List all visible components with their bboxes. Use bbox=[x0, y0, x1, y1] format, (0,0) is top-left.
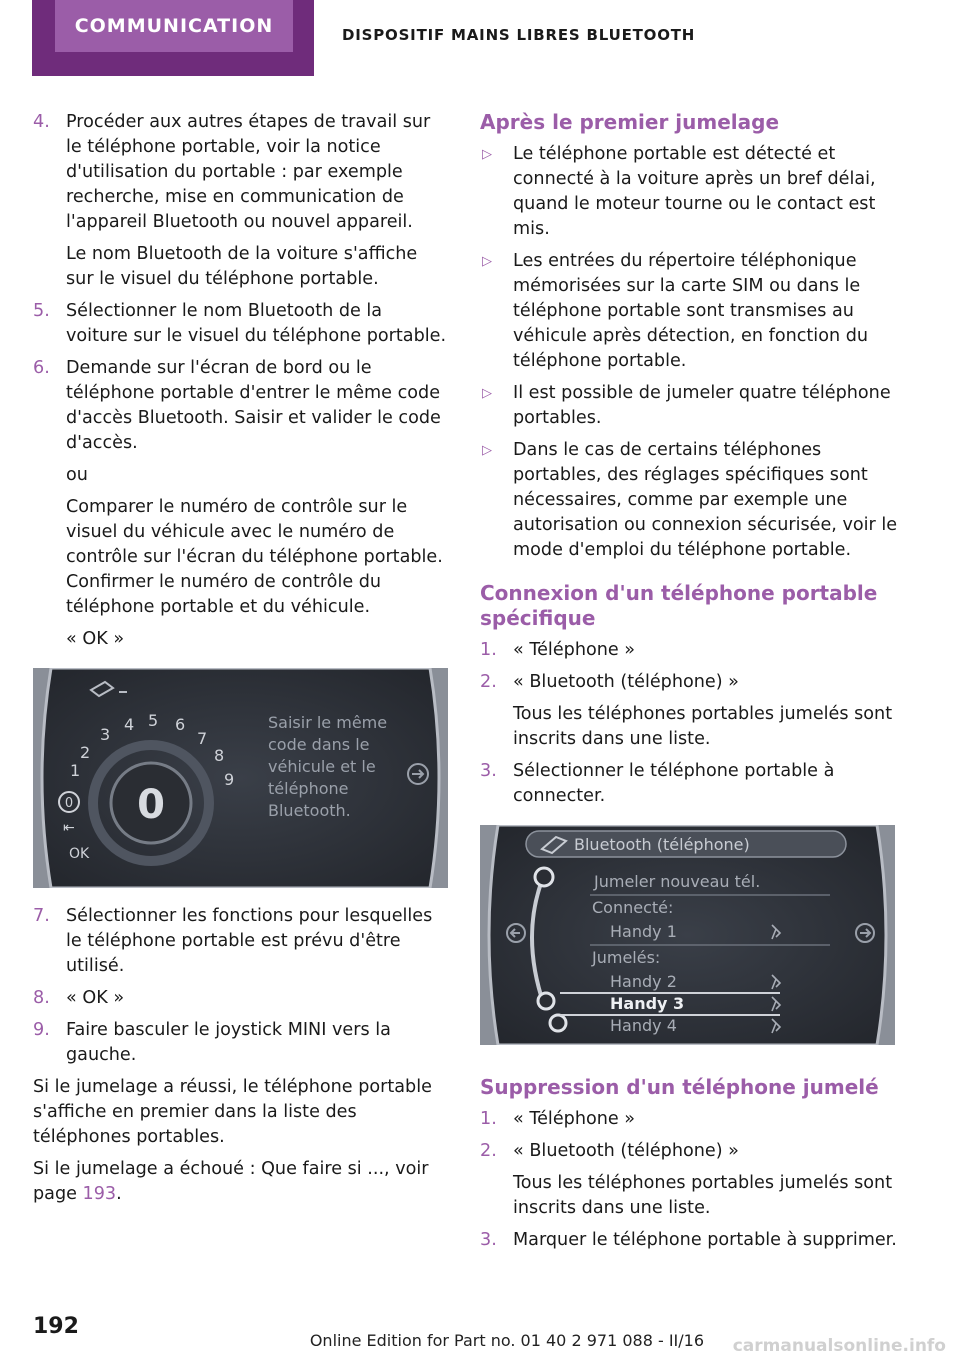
step-5 bbox=[33, 299, 448, 349]
step-number: 5. bbox=[33, 301, 50, 321]
selected-digit: 0 bbox=[137, 782, 165, 828]
screen-title: Bluetooth (téléphone) bbox=[574, 835, 750, 854]
page-link[interactable]: 193 bbox=[82, 1184, 117, 1204]
digit-8: 8 bbox=[214, 746, 225, 765]
digit-7: 7 bbox=[197, 729, 208, 748]
step-text: Faire basculer le joystick MINI vers la gauche. bbox=[66, 1020, 391, 1065]
delete-step-2: 2. « Bluetooth (téléphone) » bbox=[480, 1141, 739, 1161]
step-6 bbox=[33, 356, 448, 456]
step-number: 7. bbox=[33, 906, 50, 926]
delete-step-2-note: Tous les téléphones portables jumelés sont inscrits dans une liste. bbox=[513, 1173, 893, 1218]
svg-text:code dans le: code dans le bbox=[268, 735, 370, 754]
page-number: 192 bbox=[33, 1314, 79, 1339]
delete-step-1: 1. « Téléphone » bbox=[480, 1109, 636, 1129]
screenshot-bluetooth-list bbox=[480, 825, 895, 1045]
menu-item-pair-new[interactable]: Jumeler nouveau tél. bbox=[594, 872, 761, 891]
screenshot-code-entry bbox=[33, 668, 448, 888]
triangle-bullet-icon: ▷ bbox=[482, 443, 492, 458]
bullet-item: ▷ Les entrées du répertoire téléphonique mémorisées sur la carte SIM ou dans le téléphone portable sont transmises au véhicule après détection, en fonction du téléphone portable. bbox=[482, 251, 869, 371]
step-or: ou bbox=[66, 465, 88, 485]
page-header bbox=[0, 0, 960, 76]
connect-step-3: 3. Sélectionner le téléphone portable à connecter. bbox=[480, 761, 835, 806]
list-item-handy-3[interactable]: Handy 3 bbox=[610, 994, 685, 1013]
step-4 bbox=[33, 110, 448, 235]
small-zero: 0 bbox=[64, 796, 74, 811]
digit-2: 2 bbox=[80, 743, 91, 762]
chapter-title: COMMUNICATION bbox=[55, 0, 293, 52]
triangle-bullet-icon: ▷ bbox=[482, 147, 492, 162]
list-item-handy-2[interactable]: Handy 2 bbox=[610, 972, 677, 991]
step-number: 8. bbox=[33, 988, 50, 1008]
edition-footer: Online Edition for Part no. 01 40 2 971 088 - II/16 bbox=[309, 1331, 704, 1350]
connected-label: Connecté: bbox=[592, 898, 674, 917]
step-text: Sélectionner les fonctions pour lesquelles le téléphone portable est prévu d'être utilisé. bbox=[66, 906, 433, 976]
paragraph-success: Si le jumelage a réussi, le téléphone portable s'affiche en premier dans la liste des téléphones portables. bbox=[33, 1077, 432, 1147]
digit-1: 1 bbox=[70, 761, 81, 780]
digit-9: 9 bbox=[224, 770, 235, 789]
ok-label: OK bbox=[69, 846, 90, 862]
svg-text:Saisir le même: Saisir le même bbox=[268, 713, 388, 732]
left-column bbox=[33, 110, 448, 1214]
digit-4: 4 bbox=[124, 715, 135, 734]
bullet-item: ▷ Dans le cas de certains téléphones portables, des réglages spécifiques sont nécessaires, comme par exemple une autorisation ou connexion sécurisée, voir le mode d'emploi du téléphone portable. bbox=[482, 440, 898, 560]
paragraph-failure: Si le jumelage a échoué : Que faire si ..., voir page 193. bbox=[33, 1159, 429, 1204]
step-note: Le nom Bluetooth de la voiture s'affiche sur le visuel du téléphone portable. bbox=[66, 244, 418, 289]
delete-step-3: 3. Marquer le téléphone portable à supprimer. bbox=[480, 1230, 897, 1250]
svg-text:véhicule et le: véhicule et le bbox=[268, 757, 376, 776]
heading-connect-phone: Connexion d'un téléphone portable spécifique bbox=[480, 581, 878, 630]
connect-step-1: 1. « Téléphone » bbox=[480, 640, 636, 660]
step-7 bbox=[33, 904, 448, 979]
step-text: Procéder aux autres étapes de travail sur le téléphone portable, voir la notice d'utilisation du portable : par exemple recherche, mise en communication de l'appareil Bluetooth ou nouvel appareil. bbox=[66, 112, 431, 232]
paired-label: Jumelés: bbox=[592, 948, 661, 967]
connect-step-2-note: Tous les téléphones portables jumelés sont inscrits dans une liste. bbox=[513, 704, 893, 749]
connect-step-2: 2. « Bluetooth (téléphone) » bbox=[480, 672, 739, 692]
step-text: Sélectionner le nom Bluetooth de la voiture sur le visuel du téléphone portable. bbox=[66, 301, 447, 346]
digit-3: 3 bbox=[100, 725, 111, 744]
step-number: 4. bbox=[33, 112, 50, 132]
bullet-item: ▷ Le téléphone portable est détecté et connecté à la voiture après un bref délai, quand le moteur tourne ou le contact est mis. bbox=[482, 144, 876, 239]
list-item-handy-1[interactable]: Handy 1 bbox=[610, 922, 677, 941]
step-alt: Comparer le numéro de contrôle sur le visuel du véhicule avec le numéro de contrôle sur l'écran du téléphone portable. Confirmer le numéro de contrôle du téléphone portable et du véhicule. bbox=[66, 497, 443, 617]
section-subtitle: DISPOSITIF MAINS LIBRES BLUETOOTH bbox=[342, 26, 696, 44]
step-9 bbox=[33, 1018, 448, 1068]
triangle-bullet-icon: ▷ bbox=[482, 386, 492, 401]
triangle-bullet-icon: ▷ bbox=[482, 254, 492, 269]
step-text: Demande sur l'écran de bord ou le téléphone portable d'entrer le même code d'accès Bluetooth. Saisir et valider le code d'accès. bbox=[66, 358, 441, 453]
right-column bbox=[480, 110, 898, 1260]
chapter-tab bbox=[32, 0, 314, 76]
svg-text:téléphone: téléphone bbox=[268, 779, 349, 798]
watermark: carmanualsonline.info bbox=[732, 1336, 946, 1356]
svg-text:Bluetooth.: Bluetooth. bbox=[268, 801, 351, 820]
bullet-item: ▷ Il est possible de jumeler quatre téléphone portables. bbox=[482, 383, 891, 428]
step-8 bbox=[33, 986, 448, 1011]
heading-after-pairing: Après le premier jumelage bbox=[480, 110, 780, 134]
step-number: 9. bbox=[33, 1020, 50, 1040]
backspace-icon: ⇤ bbox=[63, 820, 75, 836]
heading-delete-phone: Suppression d'un téléphone jumelé bbox=[480, 1075, 879, 1099]
digit-5: 5 bbox=[148, 711, 159, 730]
digit-6: 6 bbox=[175, 715, 186, 734]
step-number: 6. bbox=[33, 358, 50, 378]
step-text: « OK » bbox=[66, 988, 125, 1008]
bluetooth-list-illustration bbox=[480, 825, 895, 1045]
step-ok: « OK » bbox=[66, 629, 125, 649]
code-entry-illustration bbox=[33, 668, 448, 888]
list-item-handy-4[interactable]: Handy 4 bbox=[610, 1016, 677, 1035]
